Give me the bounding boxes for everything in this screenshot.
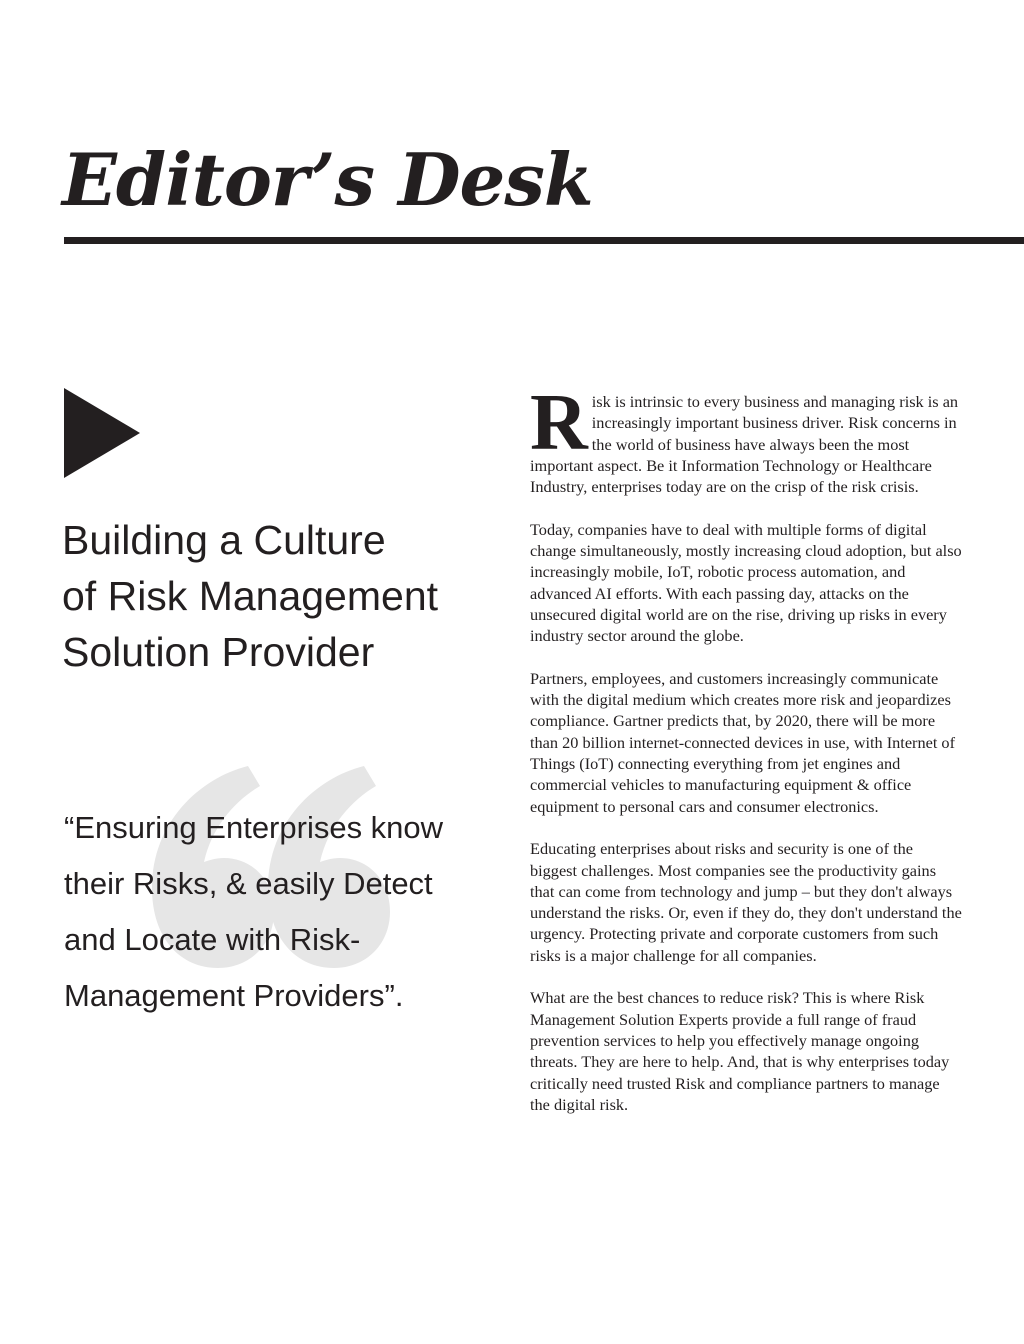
play-triangle-icon [64,388,140,478]
headline-line: Building a Culture [62,517,386,563]
quote-line: Management Providers”. [64,978,404,1013]
article-paragraph [530,379,962,497]
quote-line: and Locate with Risk- [64,922,361,957]
paragraph-text: isk is intrinsic to every business and managing risk is an increasingly important business driver. Risk concerns in the world of business have always been the most important aspect. Be it Information Technology or Healthcare Industry, enterprises today are on the crisp of the risk crisis. [530,392,959,497]
article-paragraph: Partners, employees, and customers increasingly communicate with the digital medium which creates more risk and jeopardizes compliance. Gartner predicts that, by 2020, there will be more than 20 billion internet-connected devices in use, with Internet of Things (IoT) connecting everything from jet engines and commercial vehicles to manufacturing equipment & office equipment to personal cars and consumer electronics. [530,668,955,816]
title-divider [64,237,1024,244]
article-paragraph: Today, companies have to deal with multiple forms of digital change simultaneously, mostly increasing cloud adoption, but also increasingly mobile, IoT, robotic process automation, and advanced AI efforts. With each passing day, attacks on the unsecured digital world are on the rise, driving up risks in every industry sector around the globe. [530,519,962,646]
article-headline [62,512,502,680]
pull-quote [64,800,504,1024]
quote-line: their Risks, & easily Detect [64,866,433,901]
page-title: Editor’s Desk [62,137,593,222]
headline-line: of Risk Management [62,573,439,619]
quote-line: “Ensuring Enterprises know [64,810,444,845]
article-body [530,379,962,1136]
article-paragraph: What are the best chances to reduce risk? This is where Risk Management Solution Experts provide a full range of fraud prevention services to help you effectively manage ongoing threats. They are here to help. And, that is why enterprises today critically need trusted Risk and compliance partners to manage the digital risk. [530,988,950,1114]
headline-line: Solution Provider [62,629,375,675]
drop-cap: R [530,379,588,467]
article-paragraph: Educating enterprises about risks and security is one of the biggest challenges. Most companies see the productivity gains that can come from technology and jump – but they don't always understand the risks. Or, even if they do, they don't understand the urgency. Protecting private and corporate customers from such risks is a major challenge for all companies. [530,839,962,965]
